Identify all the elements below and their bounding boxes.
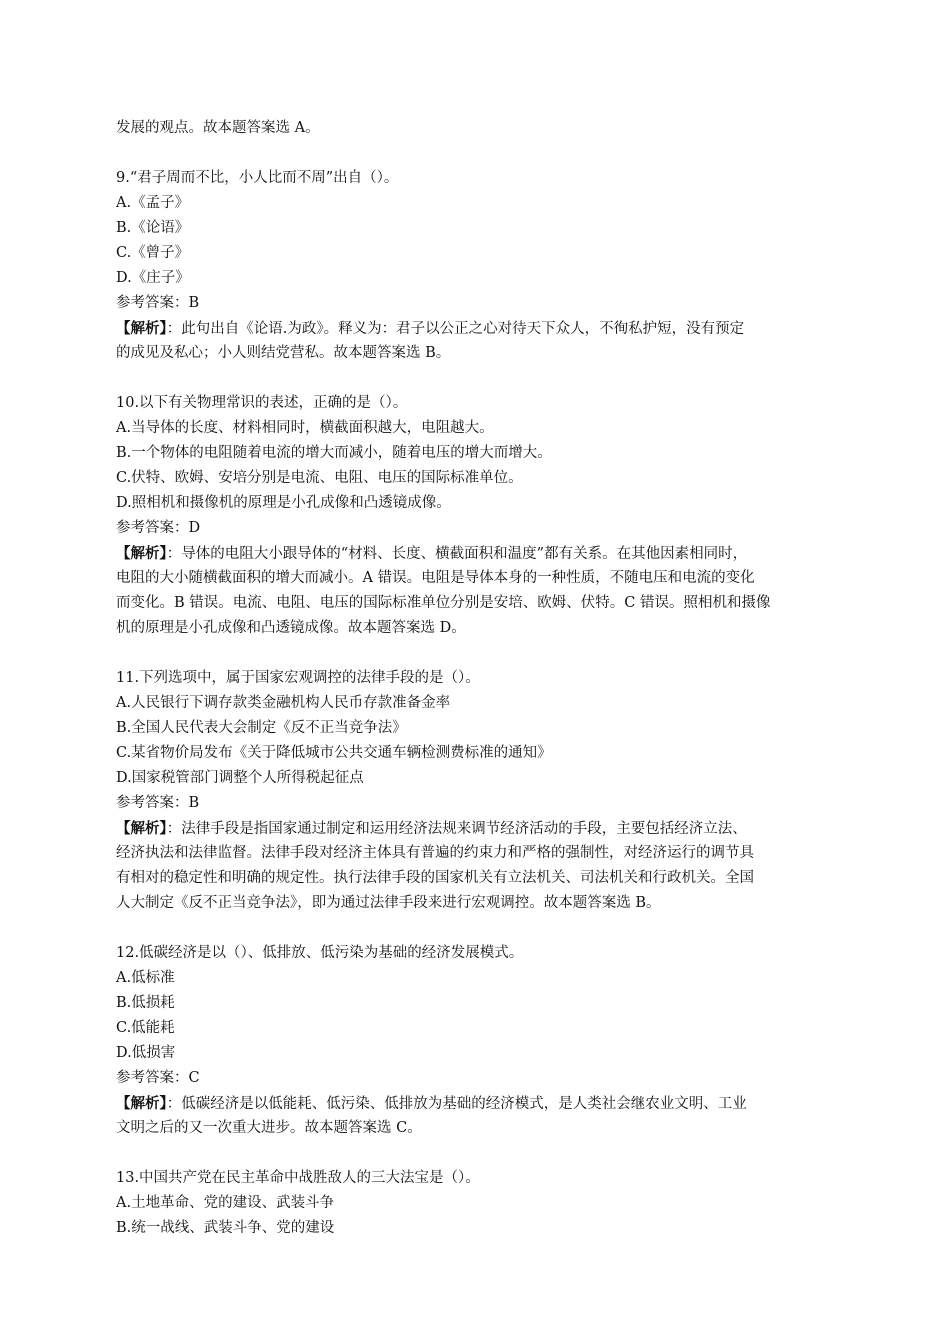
analysis-label: 【解析】 [116, 820, 167, 837]
option-b: B.全国人民代表大会制定《反不正当竞争法》 [116, 720, 407, 736]
spacer [116, 1141, 864, 1166]
analysis-line [116, 316, 864, 341]
analysis-line: 机的原理是小孔成像和凸透镜成像。故本题答案选 D。 [116, 620, 466, 636]
document-page [116, 116, 864, 1241]
option-b: B.一个物体的电阻随着电流的增大而减小，随着电压的增大而增大。 [116, 445, 552, 461]
option-b: B.统一战线、武装斗争、党的建设 [116, 1220, 335, 1236]
question-10 [116, 391, 864, 641]
option-d: D.国家税管部门调整个人所得税起征点 [116, 770, 364, 786]
option-b: B.《论语》 [116, 220, 190, 236]
question-stem: 12.低碳经济是以（）、低排放、低污染为基础的经济发展模式。 [116, 945, 524, 961]
question-13 [116, 1166, 864, 1241]
analysis-line: 文明之后的又一次重大进步。故本题答案选 C。 [116, 1120, 422, 1136]
option-a: A.土地革命、党的建设、武装斗争 [116, 1195, 335, 1211]
option-c: C.《曾子》 [116, 245, 190, 261]
analysis-line: 电阻的大小随横截面积的增大而减小。A 错误。电阻是导体本身的一种性质，不随电压和电流的变化 [116, 570, 755, 586]
question-stem: 13.中国共产党在民主革命中战胜敌人的三大法宝是（）。 [116, 1170, 480, 1186]
option-a: A.人民银行下调存款类金融机构人民币存款准备金率 [116, 695, 451, 711]
analysis-line [116, 541, 864, 566]
analysis-line: 而变化。B 错误。电流、电阻、电压的国际标准单位分别是安培、欧姆、伏特。C 错误。照相机和摄像 [116, 595, 771, 611]
spacer [116, 641, 864, 666]
analysis-line: 人大制定《反不正当竞争法》，即为通过法律手段来进行宏观调控。故本题答案选 B。 [116, 895, 661, 911]
analysis-text: ：此句出自《论语.为政》。释义为：君子以公正之心对待天下众人，不徇私护短，没有预定 [166, 321, 745, 337]
spacer [116, 141, 864, 166]
analysis-line: 的成见及私心；小人则结党营私。故本题答案选 B。 [116, 345, 451, 361]
option-d: D.低损害 [116, 1045, 176, 1061]
question-stem: 10.以下有关物理常识的表述，正确的是（）。 [116, 395, 408, 411]
reference-answer: 参考答案：B [116, 795, 200, 811]
spacer [116, 366, 864, 391]
question-stem: 9.“君子周而不比，小人比而不周”出自（）。 [116, 170, 399, 186]
analysis-line [116, 1091, 864, 1116]
option-a: A.低标准 [116, 970, 175, 986]
option-d: D.照相机和摄像机的原理是小孔成像和凸透镜成像。 [116, 495, 451, 511]
option-c: C.低能耗 [116, 1020, 175, 1036]
analysis-line: 经济执法和法律监督。法律手段对经济主体具有普遍的约束力和严格的强制性，对经济运行的调节具 [116, 845, 754, 861]
analysis-label: 【解析】 [116, 320, 167, 337]
analysis-line [116, 816, 864, 841]
analysis-label: 【解析】 [116, 545, 167, 562]
question-12 [116, 941, 864, 1141]
option-a: A.当导体的长度、材料相同时，横截面积越大，电阻越大。 [116, 420, 494, 436]
spacer [116, 916, 864, 941]
option-a: A.《孟子》 [116, 195, 190, 211]
analysis-label: 【解析】 [116, 1095, 167, 1112]
intro-line: 发展的观点。故本题答案选 A。 [116, 120, 320, 136]
option-b: B.低损耗 [116, 995, 175, 1011]
question-stem: 11.下列选项中，属于国家宏观调控的法律手段的是（）。 [116, 670, 480, 686]
reference-answer: 参考答案：D [116, 520, 201, 536]
reference-answer: 参考答案：C [116, 1070, 200, 1086]
analysis-text: ：法律手段是指国家通过制定和运用经济法规来调节经济活动的手段，主要包括经济立法、 [166, 821, 747, 837]
option-c: C.伏特、欧姆、安培分别是电流、电阻、电压的国际标准单位。 [116, 470, 523, 486]
reference-answer: 参考答案：B [116, 295, 200, 311]
analysis-text: ：低碳经济是以低能耗、低污染、低排放为基础的经济模式，是人类社会继农业文明、工业 [166, 1096, 747, 1112]
question-9 [116, 166, 864, 366]
option-d: D.《庄子》 [116, 270, 190, 286]
question-11 [116, 666, 864, 916]
analysis-line: 有相对的稳定性和明确的规定性。执行法律手段的国家机关有立法机关、司法机关和行政机关。全国 [116, 870, 754, 886]
option-c: C.某省物价局发布《关于降低城市公共交通车辆检测费标准的通知》 [116, 745, 552, 761]
analysis-text: ：导体的电阻大小跟导体的“材料、长度、横截面积和温度”都有关系。在其他因素相同时， [166, 546, 748, 562]
